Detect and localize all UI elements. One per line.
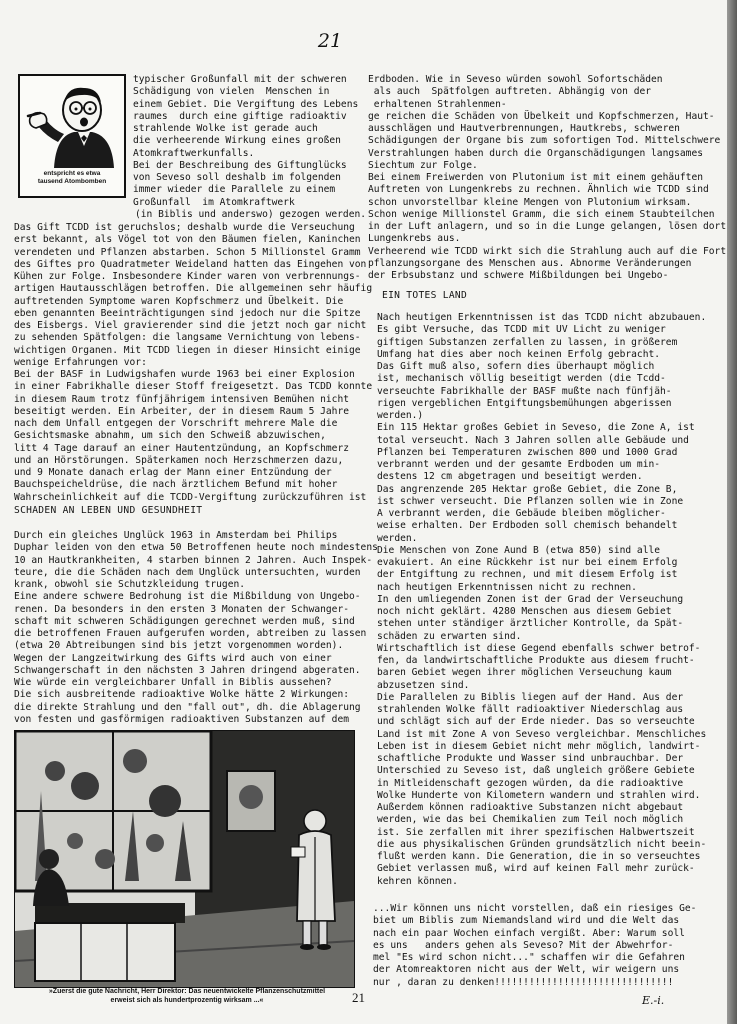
left-section-text [14,530,378,726]
signature-initials: E.-i. [642,994,665,1007]
text-line: Bei einem Freiwerden von Plutonium ist mit einem gehäuften [368,172,704,183]
office-cartoon-illustration [14,730,355,988]
pointing-man-icon [24,80,118,168]
text-line: kehren können. [377,875,458,887]
text-line: Das Gift TCDD ist geruchslos; deshalb wurde die Verseuchung [14,222,355,233]
text-line: schon unvorstellbar kleine Mengen von Plutonium wirksam. [368,196,692,208]
text-line: und schlägt sich auf der Erde nieder. Das so verseuchte [377,716,695,728]
text-line: Schon wenige Millionstel Gramm, die sich einem Staubteilchen [368,208,715,220]
text-line: Gebiet verlassen muß, wird auf keinen Fall mehr zurück- [377,863,695,875]
text-line: in Mitleidenschaft gezogen würden, da die radioaktive [377,777,684,789]
text-line: stehen unter ständiger ärztlicher Kontrolle, da Spät- [377,618,684,630]
text-line: der Erbsubstanz und schwere Mißbildungen bei Ungebo- [368,270,669,281]
text-line: verbrannt werden und der gesamte Erdboden um min- [377,459,661,470]
left-intro-text [133,74,366,221]
text-line: schaft mit schweren Schädigungen gerechnet werden muß, sind [14,615,355,627]
text-line: Auftreten von Lungenkrebs zu rechnen. Ähnlich wie TCDD sind [368,184,709,196]
text-line: Das Gift muß also, sofern dies überhaupt möglich [377,361,655,372]
text-line: in diesem Raum trotz fünfjährigem intensiven Bemühen nicht [14,393,350,405]
page-edge-shadow [727,0,737,1024]
section-heading-ein-totes-land: EIN TOTES LAND [382,290,468,301]
text-line: Lungenkrebs aus. [368,233,461,245]
text-line: strahlende Wolke ist gerade auch [133,123,318,134]
text-line: total verseucht. Nach 3 Jahren sollen alle Gebäude und [377,434,689,446]
text-line: A verbrannt werden, die Gebäude bleiben möglicher- [377,508,666,519]
text-line: werden.) [377,410,424,421]
text-line: die aus physikalischen Gründen grundsätzlich nicht beein- [377,838,707,850]
text-line: teure, die die Schäden nach dem Unglück untersuchten, wurden [14,566,361,578]
text-line: der Entgiftung zu rechnen, und mit diesem Erfolg ist [377,569,678,581]
text-line: in der Luft anlagern, und so in die Lunge gelangen, lösen dort [368,221,727,232]
right-quote-text [373,903,696,989]
text-line: Nach heutigen Erkenntnissen ist das TCDD nicht abzubauen. [377,312,707,323]
text-line: baren Gebiet wegen ihrer möglichen Verseuchung kaum [377,667,672,679]
text-line: schäden zu erwarten sind. [377,630,522,642]
text-line: Bei der Beschreibung des Giftunglücks [133,159,347,171]
text-line: Land ist mit Zone A von Seveso vergleichbar. Menschliches [377,728,707,740]
text-line: werden. [377,532,418,544]
text-line: Bei der BASF in Ludwigshafen wurde 1963 bei einer Explosion [14,369,355,380]
text-line: rigen vergeblichen Entgiftungsbemühungen abgerissen [377,397,672,409]
text-line: Verstrahlungen haben durch die Organschädigungen langsames [368,147,704,159]
text-line: immer wieder die Parallele zu einem [133,184,336,196]
text-line: evakuiert. An eine Rückkehr ist nur bei einem Erfolg [377,557,678,568]
text-line: pflanzungsorgane des Menschen aus. Abnorme Veränderungen [368,257,692,269]
text-line: biet um Biblis zum Niemandsland wird und die Welt das [373,915,680,927]
right-top-text [368,74,726,282]
text-line: Eine andere schwere Bedrohung ist die Mißbildung von Ungebo- [14,591,361,603]
section-heading-schaden: SCHADEN AN LEBEN UND GESUNDHEIT [14,505,203,516]
text-line: abzusetzen sind. [377,679,470,691]
text-line: renen. Da besonders in den ersten 3 Monaten der Schwanger- [14,603,350,615]
text-line: 10 an Hautkrankheiten, 4 starben binnen 2 Jahren. Auch Inspek- [14,554,373,566]
text-line: die direkte Strahlung und den "fall out", dh. die Ablagerung [14,701,361,713]
text-line: des Giftes pro Quadratmeter Weideland hatten das Eingehen von [14,258,367,270]
text-line: ist, mechanisch völlig beseitigt werden (die Tcdd- [377,373,666,385]
text-line: Das angrenzende 205 Hektar große Gebiet, die Zone B, [377,483,678,495]
text-line: Ein 115 Hektar großes Gebiet in Seveso, die Zone A, ist [377,422,695,434]
text-line: schaftliche Produkte und Wasser sind unbrauchbar. Der [377,753,684,764]
text-line: flußt werden kann. Die Generation, die in so verseuchtes [377,851,701,862]
text-line: typischer Großunfall mit der schweren [133,74,347,85]
text-line: ist schwer verseucht. Die Pflanzen sollen wie in Zone [377,495,684,507]
text-line: die verheerende Wirkung eines großen [133,135,341,147]
text-line: als auch Spätfolgen auftreten. Abhängig von der [368,86,652,98]
text-line: von festen und gasförmigen radioaktiven Substanzen auf dem [14,713,350,725]
text-line: des Eisbergs. Viel gravierender sind die jetzt noch gar nicht [14,320,367,331]
text-line: weise erhalten. Der Erdboden soll chemisch behandelt [377,520,678,532]
text-line: Wirtschaftlich ist diese Gegend ebenfalls schwer betrof- [377,642,701,654]
text-line: Atomkraftwerkunfalls. [133,147,255,159]
text-line: Wegen der Langzeitwirkung des Gifts wird auch von einer [14,652,332,664]
left-body-text [14,222,372,504]
text-line: ausschlägen und Hautverbrennungen, Hautkrebs, schweren [368,123,680,134]
text-line: nach heutigen Erkenntnissen nicht zu rechnen. [377,581,637,593]
text-line: Unterschied zu Seveso ist, daß ungleich größere Gebiete [377,765,695,777]
text-line: beseitigt werden. Ein Arbeiter, der in diesem Raum 5 Jahre [14,405,350,417]
cartoon-figure [18,74,126,198]
text-line: verseuchte Fabrikhalle der BASF mußte nach fünfjäh- [377,385,672,397]
text-line: zu sehenden Spätfolgen: die langsame Vernichtung von lebens- [14,332,361,344]
text-line: Kühen zur Folge. Insbesondere Kinder waren von verbrennungs- [14,271,361,282]
text-line: es uns anders gehen als Seveso? Mit der Abwehrfor- [373,939,674,951]
text-line: und 9 Monate danach erlag der Mann einer Entzündung der [14,467,332,478]
text-line: Siechtum zur Folge. [368,159,478,171]
text-line: eben genannten Beeinträchtigungen sind jedoch nur die Spitze [14,307,361,319]
text-line: und an Hörstörungen. Späterkamen noch Herzschmerzen dazu, [14,454,344,466]
text-line: mel "Es wird schon nicht..." schaffen wir die Gefahren [373,952,685,963]
text-line: Bauchspeicheldrüse, die nach ärztlichem Befund mit hoher [14,479,338,491]
text-line: Wahrscheinlichkeit auf die TCDD-Vergiftung zurückzuführen ist [14,491,367,503]
text-line: In den umliegenden Zonen ist der Grad der Verseuchung [377,593,684,605]
text-line: nach dem Unfall entgegen der Vorschrift mehrere Male die [14,418,338,429]
text-line: Schwangerschaft in den nächsten 3 Jahren dringend abgeraten. [14,664,361,676]
text-line: Leben ist in diesem Gebiet nicht mehr möglich, landwirt- [377,740,701,752]
page-number-bottom: 21 [352,990,365,1005]
text-line: Wolke Hunderte von Kilometern wandern und strahlen wird. [377,789,701,801]
text-line: Die sich ausbreitende radioaktive Wolke hätte 2 Wirkungen: [14,689,350,701]
text-line: ...Wir können uns nicht vorstellen, daß ein riesiges Ge- [373,903,697,914]
illustration-caption: »Zuerst die gute Nachricht, Herr Direktor: Das neuentwickelte Pflanzenschutzmittel erweist sich als hundertprozentig wirksam ...« [48,988,326,1004]
text-line: Außerdem können radioaktive Substanzen nicht abgebaut [377,802,684,813]
page-number-top: 21 [317,30,343,52]
text-line: Großunfall im Atomkraftwerk [133,196,295,208]
text-line: auftretenden Symptome waren Kopfschmerz und Übelkeit. Die [14,295,344,307]
text-line: wichtigen Organen. Mit TCDD liegen in dieser Hinsicht einige [14,344,361,356]
text-line: Schädigungen der Organe bis zum sofortigen Tod. Mittelschwere [368,135,721,147]
text-line: von Seveso soll deshalb im folgenden [133,172,341,183]
office-scene-icon [15,731,354,987]
right-section-text [377,312,706,888]
text-line: nur , daran zu denken!!!!!!!!!!!!!!!!!!!!!!!!!!!!!!! [373,976,674,988]
text-line: noch nicht geklärt. 4280 Menschen aus diesem Gebiet [377,606,672,617]
text-line: giftigen Substanzen zerfallen zu lassen, in größerem [377,336,678,348]
text-line: (etwa 20 Abtreibungen sind bis jetzt vorgenommen worden). [14,640,344,652]
text-line: erst bekannt, als Vögel tot von den Bäumen fielen, Kaninchen [14,234,361,246]
text-line: Wie würde ein vergleichbarer Unfall in Biblis aussehen? [14,677,332,688]
text-line: nach ein paar Wochen einfach vergißt. Aber: Warum soll [373,927,685,939]
text-line: ist. Sie zerfallen mit ihrer spezifischen Halbwertszeit [377,826,695,838]
text-line: (in Biblis und anderswo) gezogen werden. [135,208,367,220]
text-line: Gesichtsmaske abnahm, um sich den Schweiß abzuwischen, [14,430,326,442]
text-line: fen, da landwirtschaftliche Produkte aus diesem frucht- [377,655,695,666]
text-line: Umfang hat dies aber noch keinen Erfolg gebracht. [377,348,661,360]
text-line: Schädigung von vielen Menschen in [133,86,330,98]
cartoon-caption: entspricht es etwa tausend Atombomben [37,170,107,185]
text-line: destens 12 cm abgetragen und beseitigt werden. [377,471,643,483]
text-line: litt 4 Tage darauf an einer Hautentzündung, an Kopfschmerz [14,442,350,454]
text-line: Die Parallelen zu Biblis liegen auf der Hand. Aus der [377,691,684,703]
text-line: Verheerend wie TCDD wirkt sich die Strahlung auch auf die Fort [368,245,727,257]
text-line: Es gibt Versuche, das TCDD mit UV Licht zu weniger [377,324,666,336]
text-line: werden, wie das bei Chemikalien zum Teil noch möglich [377,814,684,826]
text-line: ge reichen die Schäden von Übelkeit und Kopfschmerzen, Haut- [368,110,715,122]
text-line: Durch ein gleiches Unglück 1963 in Amsterdam bei Philips [14,530,338,541]
text-line: Pflanzen bei Temperaturen zwischen 800 und 1000 Grad [377,446,678,458]
text-line: verendeten und Pflanzen abstarben. Schon 5 Millionstel Gramm [14,246,361,258]
text-line: krank, obwohl sie Schutzkleidung trugen. [14,579,246,590]
text-line: artigen Hautausschlägen betroffen. Die allgemeinen sehr häufig [14,283,373,295]
text-line: erhaltenen Strahlenmen- [368,98,507,110]
text-line: Die Menschen von Zone Aund B (etwa 850) sind alle [377,544,661,556]
text-line: Duphar leiden von den etwa 50 Betroffenen heute noch mindestens [14,542,378,554]
text-line: raumes durch eine giftige radioaktiv [133,110,347,122]
text-line: die betroffenen Frauen aufgerufen worden, abtreiben zu lassen [14,628,367,639]
text-line: strahlenden Wolke fällt radioaktiver Niederschlag aus [377,704,684,715]
text-line: einem Gebiet. Die Vergiftung des Lebens [133,98,359,110]
text-line: in einer Fabrikhalle dieser Stoff freigesetzt. Das TCDD konnte [14,381,373,393]
text-line: Erdboden. Wie in Seveso würden sowohl Sofortschäden [368,74,663,85]
text-line: der Atomreaktoren nicht aus der Welt, wir weigern uns [373,964,680,976]
text-line: wenige Erfahrungen vor: [14,356,147,368]
